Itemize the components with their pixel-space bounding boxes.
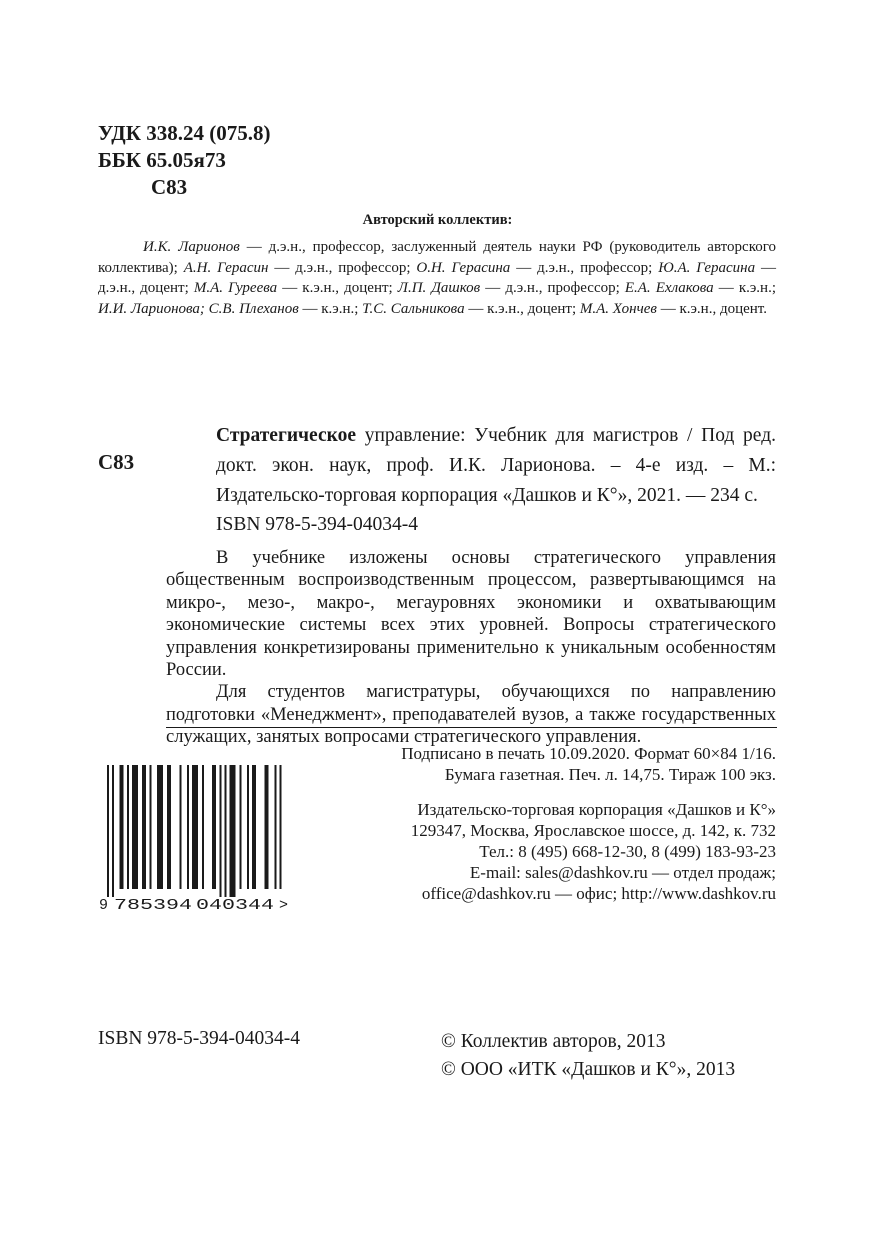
abstract [166,547,776,749]
bibliographic-details: управление: Учебник для магистров / Под ред. докт. экон. наук, проф. И.К. Ларионова. – 4-е изд. – М.: Издательско-торговая корпорация «Дашков и К°», 2021. — 234 с. [216,425,776,506]
imprint [296,743,776,904]
barcode-bar [220,765,222,897]
barcode-bar [187,765,189,889]
author-name: Л.П. Дашков [397,280,481,297]
barcode-bar [167,765,171,889]
author-mark: С83 [151,175,188,199]
barcode-bar [230,765,236,897]
barcode-bar [202,765,204,889]
publisher-name: Издательско-торговая корпорация «Дашков и К°» [417,800,776,819]
copyright-publisher: © ООО «ИТК «Дашков и К°», 2013 [441,1059,736,1080]
barcode-bar [142,765,146,889]
author-desc: — к.э.н., доцент; [277,280,398,297]
copyright-block [441,1028,735,1084]
publisher-office: office@dashkov.ru — офис; http://www.dashkov.ru [421,884,776,903]
publisher-phone: Тел.: 8 (495) 668-12-30, 8 (499) 183-93-23 [479,842,776,861]
author-name: И.К. Ларионов [143,239,240,255]
authors-paragraph [98,237,776,319]
author-name: Е.А. Ехлакова [624,280,714,297]
author-name: Ю.А. Герасина [658,259,756,276]
barcode-bar [280,765,282,889]
barcode-bar [275,765,277,889]
book-title-word: Стратегическое [216,425,356,446]
author-desc: — д.э.н., профессор; [480,280,625,297]
classification-codes [98,120,270,201]
barcode-bar [107,765,109,897]
print-line-1: Подписано в печать 10.09.2020. Формат 60×84 1/16. [401,744,776,763]
copyright-authors: © Коллектив авторов, 2013 [441,1031,666,1052]
authors-heading: Авторский коллектив: [362,212,513,228]
author-desc: — к.э.н., доцент. [656,300,767,317]
author-desc: — к.э.н., доцент; [464,300,580,317]
barcode-bars [107,765,289,897]
barcode-bar [240,765,242,889]
author-desc: — к.э.н.; [713,280,776,297]
divider [166,727,777,728]
barcode-bar [180,765,182,889]
barcode-bar [225,765,227,897]
bibliographic-record [216,421,776,511]
author-name: А.Н. Герасин [183,259,269,276]
author-desc: — д.э.н., профессор; [510,259,659,276]
udk-code: УДК 338.24 (075.8) [98,121,271,145]
author-desc: — к.э.н.; [298,300,363,317]
barcode-bar [247,765,249,889]
audience-paragraph: Для студентов магистратуры, обучающихся по направлению подготовки «Менеджмент», преподавателей вузов, а также государственных служащих, занятых вопросами стратегического управления. [166,682,776,748]
author-name: Т.С. Сальникова [362,300,465,317]
barcode-bar [157,765,163,889]
barcode-bar [112,765,114,897]
publisher-address: 129347, Москва, Ярославское шоссе, д. 142, к. 732 [410,821,776,840]
barcode-bar [132,765,138,889]
barcode-bar [212,765,216,889]
footer-isbn: ISBN 978-5-394-04034-4 [98,1028,301,1049]
barcode-right-digits: 040344 [196,897,274,914]
publisher-info [296,799,776,904]
author-name: И.И. Ларионова; С.В. Плеханов [98,300,299,317]
author-name: О.Н. Герасина [416,259,511,276]
abstract-paragraph: В учебнике изложены основы стратегического управления общественным воспроизводственным процессом, развертывающимся на микро-, мезо-, макро-, мегауровнях экономики и охватывающим экономические системы всех этих уровней. Вопросы стратегического управления конкретизированы применительно к уникальным особенностям России. [166,548,776,681]
barcode-bar [150,765,152,889]
barcode-marker: > [279,897,289,914]
barcode-prefix: 9 [99,897,109,914]
isbn-barcode [99,765,289,915]
bbk-code: ББК 65.05я73 [98,148,226,172]
barcode-bar [127,765,129,889]
bibliography-mark: С83 [98,450,135,474]
barcode-bar [120,765,124,889]
barcode-left-digits: 785394 [114,897,192,914]
publisher-email: E-mail: sales@dashkov.ru — отдел продаж; [469,863,776,882]
print-line-2: Бумага газетная. Печ. л. 14,75. Тираж 100 экз. [444,765,776,784]
authors-list [98,237,776,319]
author-desc: — д.э.н., профессор; [268,259,417,276]
barcode-bar [192,765,198,889]
author-desc: — д.э.н., профессор, заслуженный деятель науки РФ (руководитель авторского коллектива); [98,239,776,276]
print-details [296,743,776,785]
author-desc: — д.э.н., доцент; [98,259,776,297]
barcode-bar [265,765,269,889]
author-name: М.А. Гуреева [193,280,278,297]
isbn: ISBN 978-5-394-04034-4 [216,514,419,535]
author-name: М.А. Хончев [579,300,657,317]
barcode-bar [252,765,256,889]
